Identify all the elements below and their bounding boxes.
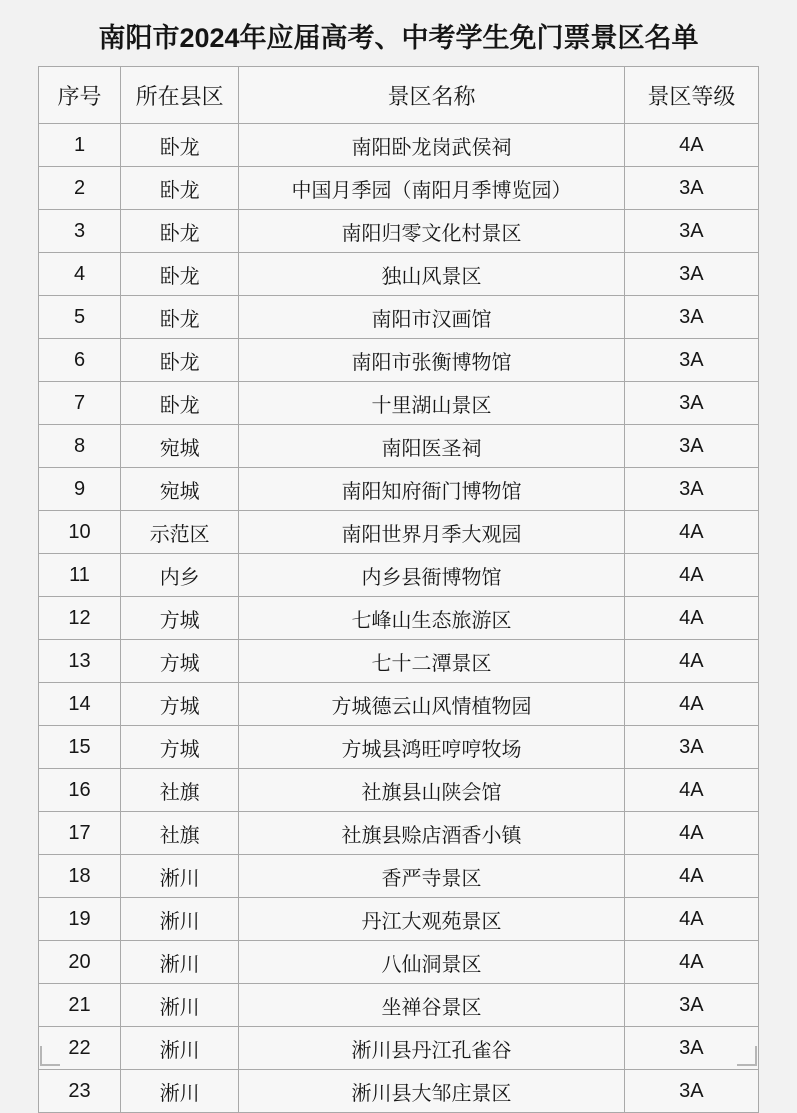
column-header-level: 景区等级 xyxy=(624,67,758,124)
cell-index: 1 xyxy=(39,124,121,167)
cell-index: 18 xyxy=(39,855,121,898)
cell-county: 方城 xyxy=(121,597,239,640)
cell-scenic-name: 方城德云山风情植物园 xyxy=(239,683,625,726)
cell-level: 3A xyxy=(624,1070,758,1113)
cell-level: 4A xyxy=(624,640,758,683)
cell-scenic-name: 南阳知府衙门博物馆 xyxy=(239,468,625,511)
corner-mark-right-icon xyxy=(737,1046,757,1066)
column-header-index: 序号 xyxy=(39,67,121,124)
cell-level: 3A xyxy=(624,167,758,210)
cell-level: 4A xyxy=(624,597,758,640)
cell-county: 社旗 xyxy=(121,812,239,855)
cell-index: 6 xyxy=(39,339,121,382)
cell-level: 4A xyxy=(624,124,758,167)
cell-level: 3A xyxy=(624,382,758,425)
cell-county: 淅川 xyxy=(121,941,239,984)
cell-index: 12 xyxy=(39,597,121,640)
cell-level: 4A xyxy=(624,554,758,597)
cell-county: 卧龙 xyxy=(121,210,239,253)
page-corner-marks xyxy=(0,1036,797,1072)
cell-scenic-name: 八仙洞景区 xyxy=(239,941,625,984)
table-header xyxy=(39,67,759,124)
cell-index: 20 xyxy=(39,941,121,984)
cell-county: 宛城 xyxy=(121,468,239,511)
table-row xyxy=(39,640,759,683)
cell-level: 3A xyxy=(624,425,758,468)
cell-county: 宛城 xyxy=(121,425,239,468)
cell-level: 3A xyxy=(624,1027,758,1070)
cell-index: 10 xyxy=(39,511,121,554)
cell-index: 4 xyxy=(39,253,121,296)
table-row xyxy=(39,941,759,984)
table-row xyxy=(39,683,759,726)
cell-level: 3A xyxy=(624,984,758,1027)
table-container xyxy=(38,66,759,1113)
cell-scenic-name: 七十二潭景区 xyxy=(239,640,625,683)
cell-scenic-name: 内乡县衙博物馆 xyxy=(239,554,625,597)
cell-level: 3A xyxy=(624,339,758,382)
cell-county: 内乡 xyxy=(121,554,239,597)
page-title: 南阳市2024年应届高考、中考学生免门票景区名单 xyxy=(98,23,699,53)
table-row xyxy=(39,984,759,1027)
cell-level: 4A xyxy=(624,898,758,941)
cell-index: 9 xyxy=(39,468,121,511)
cell-county: 卧龙 xyxy=(121,167,239,210)
cell-level: 3A xyxy=(624,296,758,339)
cell-index: 13 xyxy=(39,640,121,683)
table-row xyxy=(39,554,759,597)
cell-level: 4A xyxy=(624,683,758,726)
cell-scenic-name: 南阳卧龙岗武侯祠 xyxy=(239,124,625,167)
cell-scenic-name: 独山风景区 xyxy=(239,253,625,296)
cell-scenic-name: 南阳医圣祠 xyxy=(239,425,625,468)
cell-scenic-name: 中国月季园（南阳月季博览园） xyxy=(239,167,625,210)
table-row xyxy=(39,124,759,167)
table-row xyxy=(39,210,759,253)
cell-county: 方城 xyxy=(121,726,239,769)
cell-level: 3A xyxy=(624,468,758,511)
cell-scenic-name: 南阳市张衡博物馆 xyxy=(239,339,625,382)
table-header-row xyxy=(39,67,759,124)
cell-level: 4A xyxy=(624,941,758,984)
table-row xyxy=(39,812,759,855)
cell-level: 3A xyxy=(624,726,758,769)
cell-scenic-name: 七峰山生态旅游区 xyxy=(239,597,625,640)
column-header-name: 景区名称 xyxy=(239,67,625,124)
corner-mark-left-icon xyxy=(40,1046,60,1066)
cell-county: 卧龙 xyxy=(121,253,239,296)
cell-scenic-name: 丹江大观苑景区 xyxy=(239,898,625,941)
cell-index: 21 xyxy=(39,984,121,1027)
table-row xyxy=(39,296,759,339)
table-row xyxy=(39,1070,759,1113)
cell-level: 4A xyxy=(624,511,758,554)
cell-scenic-name: 坐禅谷景区 xyxy=(239,984,625,1027)
table-row xyxy=(39,769,759,812)
scenic-area-table xyxy=(38,66,759,1113)
cell-county: 方城 xyxy=(121,683,239,726)
table-row xyxy=(39,511,759,554)
cell-index: 19 xyxy=(39,898,121,941)
cell-scenic-name: 社旗县赊店酒香小镇 xyxy=(239,812,625,855)
cell-index: 2 xyxy=(39,167,121,210)
cell-index: 17 xyxy=(39,812,121,855)
cell-level: 4A xyxy=(624,855,758,898)
cell-scenic-name: 淅川县丹江孔雀谷 xyxy=(239,1027,625,1070)
cell-index: 8 xyxy=(39,425,121,468)
table-row xyxy=(39,339,759,382)
cell-index: 23 xyxy=(39,1070,121,1113)
cell-scenic-name: 南阳世界月季大观园 xyxy=(239,511,625,554)
cell-scenic-name: 南阳归零文化村景区 xyxy=(239,210,625,253)
cell-scenic-name: 香严寺景区 xyxy=(239,855,625,898)
cell-scenic-name: 南阳市汉画馆 xyxy=(239,296,625,339)
cell-index: 15 xyxy=(39,726,121,769)
cell-level: 4A xyxy=(624,769,758,812)
table-row xyxy=(39,425,759,468)
cell-level: 4A xyxy=(624,812,758,855)
table-row xyxy=(39,167,759,210)
table-row xyxy=(39,726,759,769)
cell-index: 5 xyxy=(39,296,121,339)
cell-index: 7 xyxy=(39,382,121,425)
cell-index: 11 xyxy=(39,554,121,597)
cell-county: 卧龙 xyxy=(121,382,239,425)
cell-county: 社旗 xyxy=(121,769,239,812)
cell-county: 淅川 xyxy=(121,1070,239,1113)
cell-county: 卧龙 xyxy=(121,339,239,382)
cell-index: 14 xyxy=(39,683,121,726)
cell-county: 淅川 xyxy=(121,1027,239,1070)
cell-county: 淅川 xyxy=(121,898,239,941)
cell-county: 方城 xyxy=(121,640,239,683)
cell-index: 3 xyxy=(39,210,121,253)
cell-county: 卧龙 xyxy=(121,124,239,167)
cell-county: 淅川 xyxy=(121,984,239,1027)
cell-scenic-name: 淅川县大邹庄景区 xyxy=(239,1070,625,1113)
cell-county: 淅川 xyxy=(121,855,239,898)
cell-index: 22 xyxy=(39,1027,121,1070)
column-header-county: 所在县区 xyxy=(121,67,239,124)
table-row xyxy=(39,468,759,511)
table-row xyxy=(39,597,759,640)
table-row xyxy=(39,855,759,898)
table-row xyxy=(39,253,759,296)
table-body xyxy=(39,124,759,1113)
cell-scenic-name: 社旗县山陕会馆 xyxy=(239,769,625,812)
cell-level: 3A xyxy=(624,210,758,253)
cell-scenic-name: 十里湖山景区 xyxy=(239,382,625,425)
table-row xyxy=(39,382,759,425)
cell-index: 16 xyxy=(39,769,121,812)
cell-level: 3A xyxy=(624,253,758,296)
cell-county: 卧龙 xyxy=(121,296,239,339)
table-row xyxy=(39,898,759,941)
cell-county: 示范区 xyxy=(121,511,239,554)
cell-scenic-name: 方城县鸿旺哼哼牧场 xyxy=(239,726,625,769)
